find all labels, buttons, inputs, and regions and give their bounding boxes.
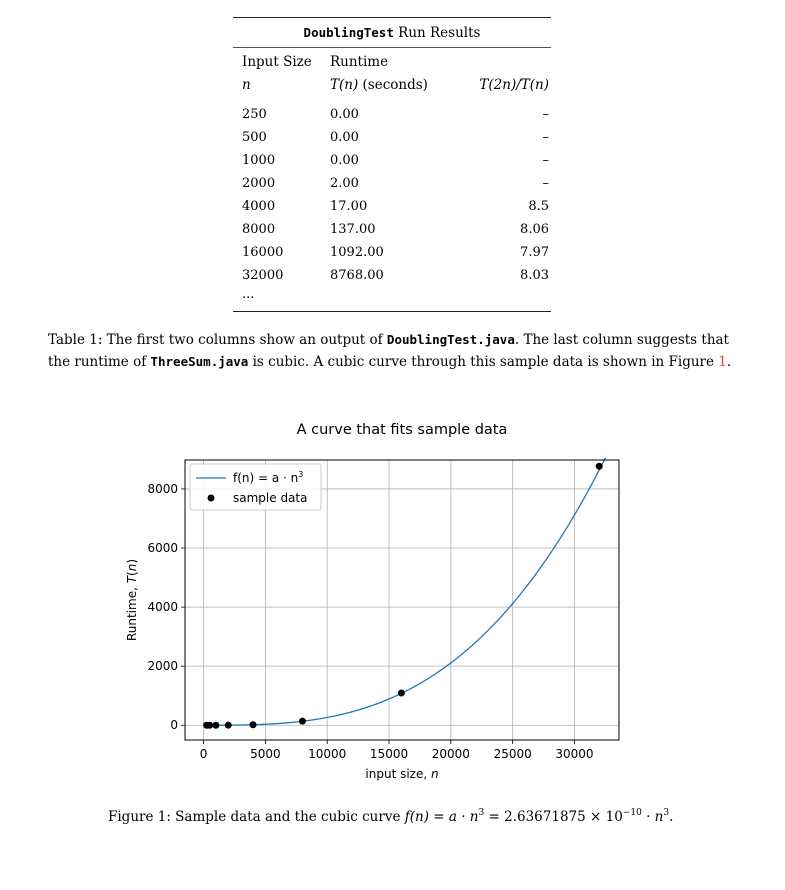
chart-legend — [190, 464, 321, 510]
x-axis-label-text: input size, — [365, 767, 431, 781]
chart-title: A curve that fits sample data — [296, 422, 508, 438]
y-axis-label — [125, 559, 139, 641]
y-axis-label-var-n: n — [125, 563, 139, 572]
cell-runtime: 0.00 — [330, 107, 359, 122]
x-tick-label: 10000 — [308, 747, 347, 761]
cell-runtime: 137.00 — [330, 222, 376, 237]
cell-runtime: 0.00 — [330, 130, 359, 145]
caption2-sup-3: 3 — [663, 808, 670, 818]
header-runtime: Runtime — [330, 54, 389, 70]
cell-input-size: 4000 — [242, 199, 276, 214]
table-bottom-rule — [233, 311, 551, 312]
caption2-text-2: = 2.63671875 × 10 — [484, 809, 623, 825]
sample-data-point — [212, 722, 219, 729]
x-tick-label: 30000 — [555, 747, 594, 761]
x-axis-label — [365, 767, 438, 781]
caption2-text-3: · — [641, 809, 655, 825]
cell-input-size: 16000 — [242, 245, 284, 260]
cell-runtime: 8768.00 — [330, 268, 384, 283]
caption1-text-2: . The last column suggests that the runtime of — [48, 332, 729, 370]
table-title-rest: Run Results — [393, 25, 481, 41]
cell-input-size: 2000 — [242, 176, 276, 191]
header-n: n — [242, 77, 251, 93]
table-body — [233, 103, 551, 287]
cell-input-size: 1000 — [242, 153, 276, 168]
sample-data-point — [250, 721, 257, 728]
cell-input-size: 32000 — [242, 268, 284, 283]
table-mid-rule — [233, 47, 551, 48]
table-ellipsis: ... — [242, 287, 255, 302]
caption1-text-3: is cubic. A cubic curve through this sample data is shown in Figure — [248, 354, 719, 370]
y-axis-label-close: ) — [125, 558, 139, 564]
y-tick-label: 6000 — [147, 541, 178, 556]
y-tick-label: 4000 — [147, 600, 178, 615]
caption2-sup-2: −10 — [622, 808, 642, 818]
y-tick-label: 8000 — [147, 481, 178, 496]
y-tick-label: 2000 — [147, 659, 178, 674]
sample-data-point — [299, 718, 306, 725]
x-tick-label: 0 — [199, 747, 208, 761]
header-seconds: (seconds) — [358, 77, 428, 93]
table-row — [233, 264, 551, 287]
cell-ratio: 8.03 — [520, 268, 549, 283]
table-row — [233, 149, 551, 172]
table-title-code: DoublingTest — [303, 25, 394, 40]
cell-ratio: – — [542, 153, 549, 168]
caption1-text-1: Table 1: The first two columns show an output of — [48, 332, 387, 348]
y-axis-label-text: Runtime, — [125, 583, 139, 642]
sample-data-point — [596, 463, 603, 470]
cell-ratio: 8.06 — [520, 222, 549, 237]
x-tick-label: 5000 — [250, 747, 281, 761]
cell-ratio: 7.97 — [520, 245, 549, 260]
cell-runtime: 0.00 — [330, 153, 359, 168]
cell-input-size: 8000 — [242, 222, 276, 237]
caption2-math-1: f(n) = a · n — [404, 809, 479, 825]
x-tick-label: 15000 — [369, 747, 409, 761]
caption1-text-4: . — [726, 354, 732, 370]
table-header-row-2 — [233, 74, 551, 97]
caption2-text-1: Figure 1: Sample data and the cubic curve — [108, 809, 405, 825]
results-table — [233, 17, 551, 312]
cell-input-size: 250 — [242, 107, 267, 122]
table-row — [233, 241, 551, 264]
sample-data-point — [398, 689, 405, 696]
x-tick-label: 20000 — [431, 747, 470, 761]
sample-data-point — [206, 722, 213, 729]
table-row — [233, 218, 551, 241]
cell-ratio: – — [542, 130, 549, 145]
sample-data-point — [225, 722, 232, 729]
legend-line-label-text: f(n) = a · n — [233, 471, 299, 485]
cubic-fit-chart — [110, 410, 670, 790]
cell-ratio: – — [542, 176, 549, 191]
caption1-code-2: ThreeSum.java — [150, 354, 249, 369]
caption2-text-4: . — [669, 809, 674, 825]
table-caption — [48, 329, 748, 373]
y-tick-label: 0 — [170, 718, 178, 733]
cell-runtime: 2.00 — [330, 176, 359, 191]
legend-scatter-label: sample data — [233, 491, 308, 505]
table-header-row-1 — [233, 51, 551, 74]
caption2-sup-1: 3 — [478, 808, 485, 818]
caption2-math-2: n — [654, 809, 664, 825]
table-row — [233, 172, 551, 195]
legend-line-label — [233, 470, 303, 485]
cell-input-size: 500 — [242, 130, 267, 145]
table-row — [233, 126, 551, 149]
chart-ticks — [147, 482, 593, 761]
y-axis-label-var: T — [125, 575, 139, 584]
x-tick-label: 25000 — [493, 747, 532, 761]
header-input-size: Input Size — [242, 54, 312, 70]
header-ratio: T(2n)/T(n) — [479, 77, 549, 93]
cell-runtime: 17.00 — [330, 199, 368, 214]
header-tn-seconds — [330, 74, 428, 97]
y-axis-label-rest: ( — [125, 571, 139, 576]
table-row — [233, 103, 551, 126]
table-ellipsis-row — [233, 287, 551, 311]
caption1-code-1: DoublingTest.java — [386, 332, 515, 347]
figure-reference-link[interactable]: 1 — [718, 354, 727, 370]
legend-line-label-sup: 3 — [298, 470, 304, 479]
x-axis-label-var: n — [430, 767, 439, 781]
header-tn-math: T(n) — [330, 77, 359, 93]
legend-point-swatch — [208, 495, 215, 502]
table-title — [233, 18, 551, 47]
cell-runtime: 1092.00 — [330, 245, 384, 260]
cell-ratio: – — [542, 107, 549, 122]
figure-caption — [108, 809, 673, 825]
cell-ratio: 8.5 — [528, 199, 549, 214]
table-row — [233, 195, 551, 218]
